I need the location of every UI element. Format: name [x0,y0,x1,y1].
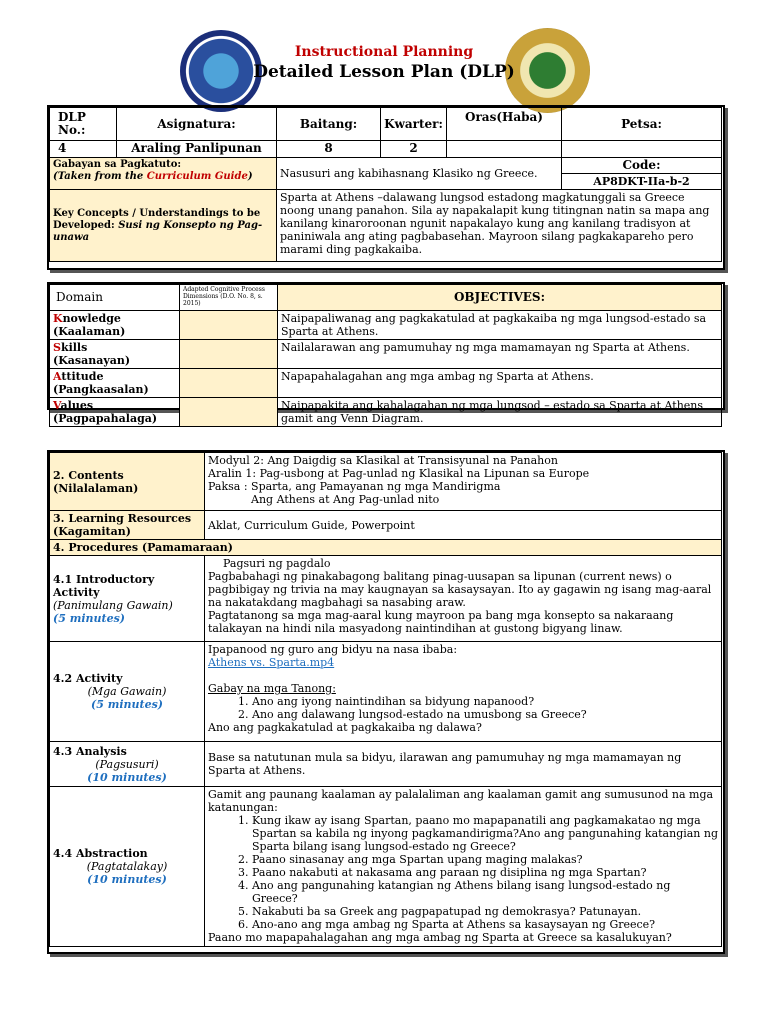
duration-value [447,141,562,158]
procedures-label: 4. Procedures (Pamamaraan) [50,540,722,556]
key-concepts-sub: Susi ng Konsepto ng Pag-unawa [53,219,263,243]
intro-text [205,556,722,642]
activity-question: 2. Ano ang dalawang lungsod-estado na umusbong sa Greece? [252,708,718,721]
analysis-time: (10 minutes) [87,770,167,784]
key-concepts-text: Sparta at Athens –dalawang lungsod estadong magkatunggali sa Greece noong unang panahon. Sila ay napakalapit kung titingnan natin sa mapa ang kanilang kinaroroonan ngunit napakalayo kung ang kanilang tradisyon at paniniwala ang ating pagbabasehan. Mayroon silang pagkakapareho pero marami ding pagkakaiba. [277,190,722,262]
learning-guide-label [50,158,277,190]
domain-knowledge [50,311,180,340]
intro-line-3: Pagtatanong sa mga mag-aaral kung mayroon pa bang mga konsepto sa nakaraang talakayan na hindi nila masyadong naintindihan at gustong bigyang linaw. [208,609,674,635]
intro-title: 4.1 Introductory Activity [53,572,155,599]
letter-s: S [53,341,61,354]
resources-title: 3. Learning Resources [53,512,192,525]
learning-guide-text: Nasusuri ang kabihasnang Klasiko ng Greece. [277,158,562,190]
guide-sub-c: ) [247,171,253,182]
acpd-values [180,398,278,427]
contents-module: Modyul 2: Ang Daigdig sa Klasikal at Transisyunal na Panahon [208,454,558,467]
abstraction-question: 4. Ano ang pangunahing katangian ng Athens bilang isang lungsod-estado ng Greece? [252,879,718,905]
abstraction-question: 1. Kung ikaw ay isang Spartan, paano mo mapapanatili ang pagkamakatao ng mga Spartan sa kabila ng inyong pagkamandirigma?Ano ang pangunahing katangian ng Sparta bilang isang lungsod-estado ng Greece? [252,814,718,853]
contents-text [205,453,722,511]
abstraction-time: (10 minutes) [87,873,167,886]
activity-last-line: Ano ang pagkakatulad at pagkakaiba ng dalawa? [208,721,482,734]
quarter-header: Kwarter: [381,108,447,141]
guide-sub-a: (Taken from the [53,171,147,182]
intro-label [50,556,205,642]
key-concepts-label [50,190,277,262]
contents-title: 2. Contents [53,468,124,482]
duration-header: Oras(Haba) [447,108,562,141]
letter-k: K [53,312,63,325]
knowledge-sub: (Kaalaman) [53,325,126,338]
video-link[interactable]: Athens vs. Sparta.mp4 [208,656,335,669]
dlp-no-value: 4 [50,141,117,158]
resources-sub: (Kagamitan) [53,525,131,538]
abstraction-question: 6. Ano-ano ang mga ambag ng Sparta at Athens sa kasaysayan ng Greece? [252,918,718,931]
contents-lesson: Aralin 1: Pag-usbong at Pag-unlad ng Klasikal na Lipunan sa Europe [208,467,590,480]
abstraction-text [205,787,722,947]
objective-attitude: Napapahalagahan ang mga ambag ng Sparta at Athens. [278,369,722,398]
header-subtitle: Detailed Lesson Plan (DLP) [253,62,515,82]
skills-sub: (Kasanayan) [53,354,131,367]
contents-label [50,453,205,511]
acpd-attitude [180,369,278,398]
knowledge-rest: nowledge [62,312,121,325]
grade-value: 8 [277,141,381,158]
intro-line-1: Pagsuri ng pagdalo [223,557,331,570]
letter-a: A [53,370,62,383]
objectives-header: OBJECTIVES: [278,285,722,311]
date-value [562,141,722,158]
analysis-text: Base sa natutunan mula sa bidyu, ilarawan ang pamumuhay ng mga mamamayan ng Sparta at Athens. [205,742,722,787]
intro-time: (5 minutes) [53,611,125,625]
domain-attitude [50,369,180,398]
abstraction-sub: (Pagtatalakay) [86,860,168,873]
abstraction-question: 3. Paano nakabuti at nakasama ang paraan ng disiplina ng mga Spartan? [252,866,718,879]
objective-skills: Nailalarawan ang pamumuhay ng mga mamamayan ng Sparta at Athens. [278,340,722,369]
analysis-sub: (Pagsusuri) [95,757,159,771]
learning-guide-title: Gabayan sa Pagkatuto: [53,159,182,170]
info-table [49,107,722,262]
subject-value: Araling Panlipunan [117,141,277,158]
objective-knowledge: Naipapaliwanag ang pagkakatulad at pagkakaiba ng mga lungsod-estado sa Sparta at Athens. [278,311,722,340]
activity-question: 1. Ano ang iyong naintindihan sa bidyung napanood? [252,695,718,708]
guide-questions-title: Gabay na mga Tanong: [208,682,336,695]
activity-time: (5 minutes) [91,698,163,711]
grade-header: Baitang: [277,108,381,141]
activity-title: 4.2 Activity [53,672,123,685]
activity-line-1: Ipapanood ng guro ang bidyu na nasa ibaba: [208,643,458,656]
resources-label [50,511,205,540]
contents-topic: Paksa : Sparta, ang Pamayanan ng mga Mandirigma [208,480,501,493]
abstraction-title: 4.4 Abstraction [53,847,148,860]
letter-v: V [53,399,61,412]
domain-header: Domain [50,285,180,311]
date-header: Petsa: [562,108,722,141]
activity-label [50,642,205,742]
domain-values [50,398,180,427]
code-label: Code: [562,158,722,174]
activity-sub: (Mga Gawain) [87,685,167,698]
page-header [0,0,768,100]
intro-line-2: Pagbabahagi ng pinakabagong balitang pinag-uusapan sa lipunan (current news) o pagbibigay ng trivia na may kaugnayan sa kasaysayan. Ito ay gagawin ng isang mag-aaral na nakatakdang magbahagi sa nasabing araw. [208,570,712,609]
abstraction-question: 2. Paano sinasanay ang mga Spartan upang maging malakas? [252,853,718,866]
resources-text: Aklat, Curriculum Guide, Powerpoint [205,511,722,540]
abstraction-question: 5. Nakabuti ba sa Greek ang pagpapatupad ng demokrasya? Patunayan. [252,905,718,918]
abstraction-last-line: Paano mo mapapahalagahan ang mga ambag ng Sparta at Greece sa kasalukuyan? [208,931,672,944]
acpd-knowledge [180,311,278,340]
abstraction-label [50,787,205,947]
learning-guide-sub [53,171,273,183]
acpd-skills [180,340,278,369]
activity-text [205,642,722,742]
guide-sub-b: Curriculum Guide [146,171,248,182]
abstraction-questions [208,814,718,931]
objective-values: Naipapakita ang kahalagahan ng mga lungsod – estado sa Sparta at Athens gamit ang Venn Diagram. [278,398,722,427]
quarter-value: 2 [381,141,447,158]
dlp-no-header: DLP No.: [50,108,117,141]
procedures-table [49,452,722,947]
code-value: AP8DKT-IIa-b-2 [562,174,722,190]
activity-questions [208,695,718,721]
contents-topic-2: Ang Athens at Ang Pag-unlad nito [251,493,440,506]
attitude-sub: (Pangkaasalan) [53,383,149,396]
key-concepts-title: Key Concepts / Understandings to be Developed: [53,207,261,231]
values-sub: (Pagpapahalaga) [53,412,158,425]
analysis-label [50,742,205,787]
intro-sub: (Panimulang Gawain) [53,598,173,612]
values-rest: alues [60,399,94,412]
abstraction-intro: Gamit ang paunang kaalaman ay palalaliman ang kaalaman gamit ang sumusunod na mga katanungan: [208,788,714,814]
acpd-header: Adapted Cognitive Process Dimensions (D.O. No. 8, s. 2015) [180,285,278,311]
header-title: Instructional Planning [294,44,474,60]
analysis-title: 4.3 Analysis [53,744,127,758]
domain-skills [50,340,180,369]
objectives-table [49,284,722,427]
skills-rest: kills [60,341,88,354]
subject-header: Asignatura: [117,108,277,141]
contents-sub: (Nilalalaman) [53,481,139,495]
attitude-rest: ttitude [61,370,104,383]
